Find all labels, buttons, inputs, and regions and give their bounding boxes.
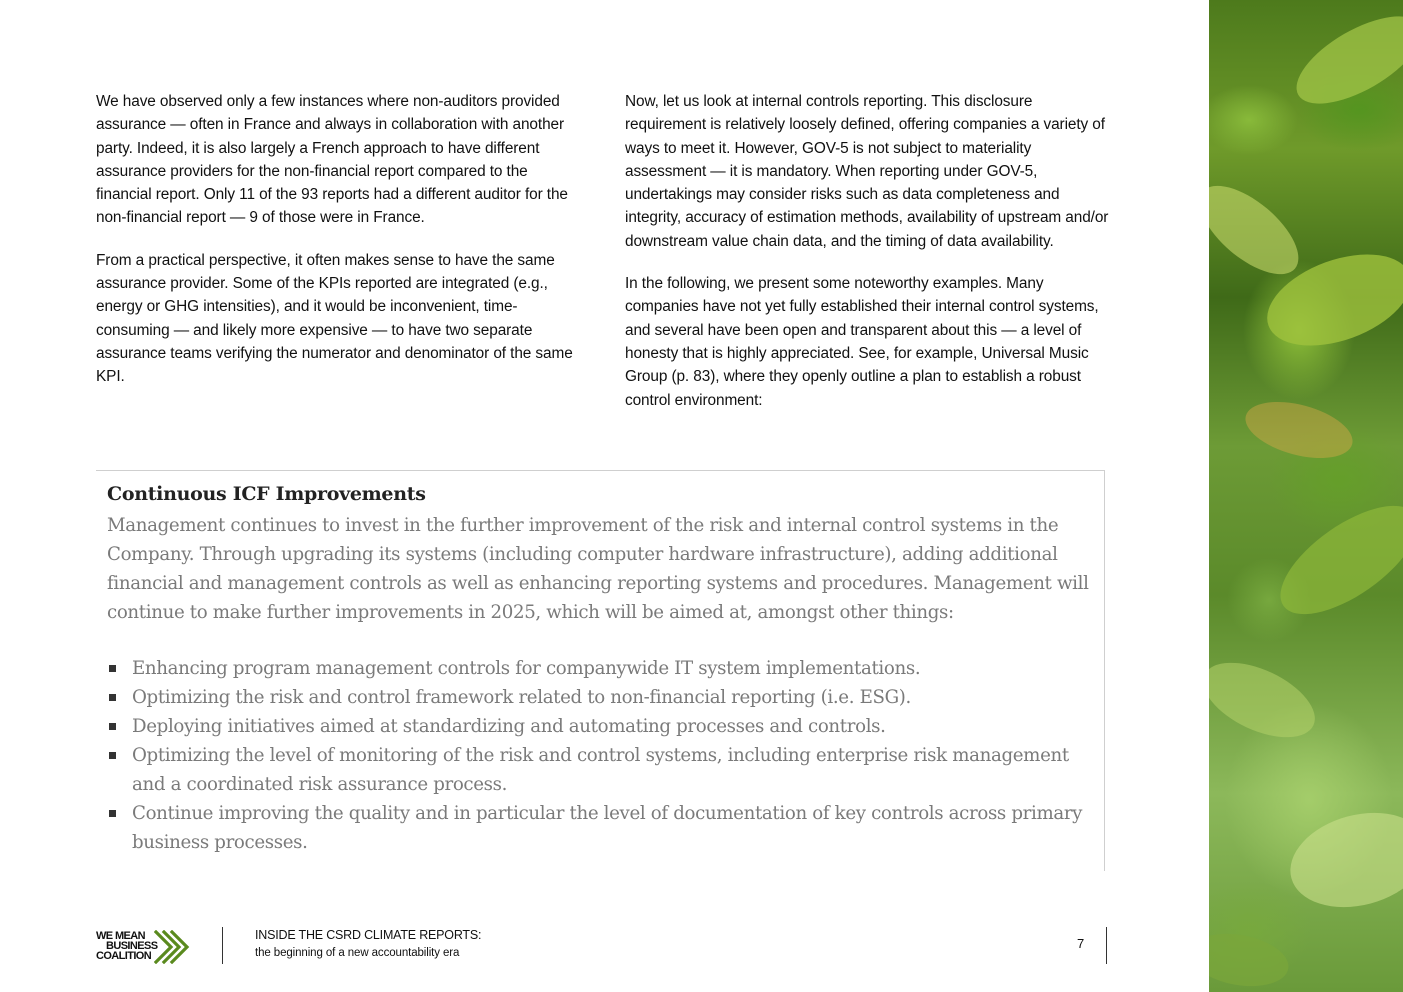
excerpt-title: Continuous ICF Improvements [107,483,426,505]
excerpt-list [107,654,1097,857]
footer-divider [1106,927,1107,964]
excerpt-intro: Management continues to invest in the further improvement of the risk and internal control systems in the Company. Through upgrading its systems (including computer hardware infrastructure), adding additional financial and management controls as well as enhancing reporting systems and procedures. Management will continue to make further improvements in 2025, which will be aimed at, amongst other things: [107,515,1089,623]
list-item [107,741,1097,799]
right-column [625,90,1110,431]
page-number: 7 [1077,936,1085,951]
list-item [107,712,1097,741]
list-item-text: Optimizing the risk and control framework related to non-financial reporting (i.e. ESG). [132,687,911,708]
we-mean-business-logo [96,930,196,966]
leaf-photo [1209,0,1403,992]
logo-line: WE MEAN [96,930,145,942]
paragraph: In the following, we present some noteworthy examples. Many companies have not yet fully established their internal control systems, and several have been open and transparent about this — a level of honesty that is highly appreciated. See, for example, Universal Music Group (p. 83), where they openly outline a plan to establish a robust control environment: [625,275,1099,409]
footer-subtitle: the beginning of a new accountability era [255,947,460,959]
logo-line: COALITION [96,950,152,962]
list-item-text: Continue improving the quality and in particular the level of documentation of key controls across primary business processes. [132,803,1083,853]
chevrons-icon [154,930,190,964]
paragraph: We have observed only a few instances where non-auditors provided assurance — often in France and always in collaboration with another party. Indeed, it is also largely a French approach to have different assurance providers for the non-financial report compared to the financial report. Only 11 of the 93 reports had a different auditor for the non-financial report — 9 of those were in France. [96,93,568,227]
paragraph: Now, let us look at internal controls reporting. This disclosure requirement is relatively loosely defined, offering companies a variety of ways to meet it. However, GOV-5 is not subject to materiality assessment — it is mandatory. When reporting under GOV-5, undertakings may consider risks such as data completeness and integrity, accuracy of estimation methods, availability of upstream and/or downstream value chain data, and the timing of data availability. [625,93,1109,250]
list-item [107,683,1097,712]
list-item-text: Optimizing the level of monitoring of the risk and control systems, including enterprise risk management and a coordinated risk assurance process. [132,745,1069,795]
square-bullet-icon [109,752,116,759]
left-column [96,90,586,408]
square-bullet-icon [109,723,116,730]
logo-line: BUSINESS [106,940,158,952]
list-item-text: Enhancing program management controls for companywide IT system implementations. [132,658,921,679]
footer-divider [222,927,223,964]
square-bullet-icon [109,665,116,672]
list-item [107,654,1097,683]
square-bullet-icon [109,694,116,701]
list-item [107,799,1097,857]
footer-title: INSIDE THE CSRD CLIMATE REPORTS: [255,928,482,942]
leaf-shapes [1209,0,1403,992]
report-excerpt [96,470,1105,871]
square-bullet-icon [109,810,116,817]
paragraph: From a practical perspective, it often makes sense to have the same assurance provider. Some of the KPIs reported are integrated (e.g., energy or GHG intensities), and it would be inconvenient, time-consuming — and likely more expensive — to have two separate assurance teams verifying the numerator and denominator of the same KPI. [96,251,573,386]
list-item-text: Deploying initiatives aimed at standardizing and automating processes and controls. [132,716,886,737]
